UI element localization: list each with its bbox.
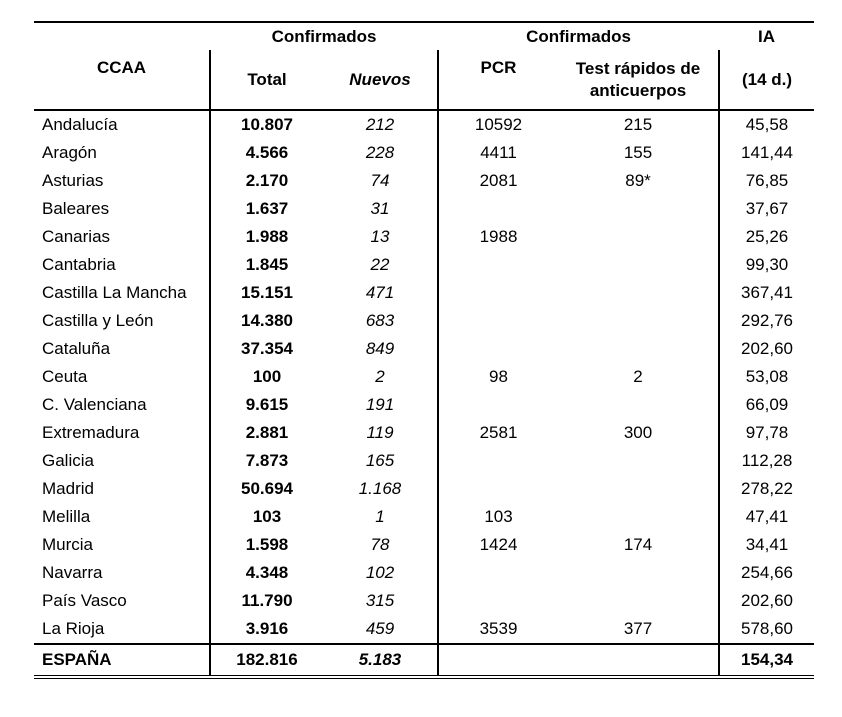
cell-total: 15.151 — [210, 279, 323, 307]
cell-pcr: 10592 — [438, 110, 558, 139]
table-row — [34, 307, 814, 335]
total-cell-ia: 154,34 — [719, 644, 814, 677]
cell-ccaa: Navarra — [42, 563, 103, 582]
cell-pcr — [438, 391, 558, 419]
cell-pcr — [438, 475, 558, 503]
header-total-label: Total — [247, 69, 287, 89]
cell-nuevos: 191 — [365, 395, 395, 414]
cell-total: 1.845 — [210, 251, 323, 279]
cell-pcr: 2081 — [438, 167, 558, 195]
table-row — [34, 419, 814, 447]
cell-test — [558, 307, 719, 335]
header-confirmados-right — [438, 22, 719, 50]
header-ia-sub — [719, 50, 814, 110]
cell-total: 103 — [210, 503, 323, 531]
table-row — [34, 195, 814, 223]
cell-nuevos: 22 — [370, 255, 390, 274]
covid-ccaa-table — [34, 21, 814, 679]
cell-pcr — [438, 447, 558, 475]
header-pcr-label: PCR — [480, 58, 517, 77]
cell-nuevos: 119 — [366, 423, 394, 442]
table-row — [34, 223, 814, 251]
cell-ia: 25,26 — [719, 223, 814, 251]
cell-ia: 367,41 — [719, 279, 814, 307]
table-row — [34, 503, 814, 531]
header-test-line2: anticuerpos — [589, 80, 687, 100]
cell-total: 1.598 — [210, 531, 323, 559]
cell-test — [558, 195, 719, 223]
table-row — [34, 110, 814, 139]
header-total — [210, 50, 323, 110]
table-row — [34, 391, 814, 419]
cell-total: 10.807 — [210, 110, 323, 139]
cell-pcr — [438, 335, 558, 363]
cell-pcr: 1988 — [438, 223, 558, 251]
table-row — [34, 335, 814, 363]
cell-pcr — [438, 307, 558, 335]
cell-total: 2.881 — [210, 419, 323, 447]
cell-pcr — [438, 279, 558, 307]
cell-ccaa: Baleares — [42, 199, 110, 218]
cell-total: 1.988 — [210, 223, 323, 251]
cell-total: 11.790 — [210, 587, 323, 615]
cell-nuevos: 683 — [365, 311, 395, 330]
cell-ia: 254,66 — [719, 559, 814, 587]
cell-nuevos: 31 — [370, 199, 390, 218]
cell-total: 4.566 — [210, 139, 323, 167]
cell-ccaa: Madrid — [42, 479, 94, 498]
cell-nuevos: 459 — [365, 619, 395, 638]
cell-ccaa: Andalucía — [42, 115, 118, 134]
cell-nuevos: 1 — [375, 507, 385, 526]
table-row — [34, 279, 814, 307]
cell-ia: 47,41 — [719, 503, 814, 531]
header-test-line1: Test rápidos de — [575, 58, 701, 78]
cell-nuevos: 1.168 — [358, 479, 402, 498]
total-cell-pcr — [438, 644, 558, 677]
cell-test: 377 — [623, 619, 653, 638]
cell-total: 4.348 — [210, 559, 323, 587]
total-cell-ccaa: ESPAÑA — [34, 644, 210, 677]
cell-ccaa: Castilla La Mancha — [42, 283, 187, 302]
table-row — [34, 363, 814, 391]
cell-test — [558, 279, 719, 307]
cell-test: 300 — [623, 423, 653, 442]
cell-pcr: 1424 — [438, 531, 558, 559]
cell-ia: 45,58 — [719, 110, 814, 139]
cell-ccaa: País Vasco — [42, 591, 127, 610]
table-body — [34, 110, 814, 677]
cell-ccaa: Castilla y León — [42, 311, 154, 330]
cell-total: 37.354 — [210, 335, 323, 363]
table-row — [34, 475, 814, 503]
cell-nuevos: 315 — [365, 591, 395, 610]
cell-ia: 34,41 — [719, 531, 814, 559]
cell-total: 100 — [210, 363, 323, 391]
cell-test — [558, 391, 719, 419]
cell-test — [558, 587, 719, 615]
header-ia-label: IA — [758, 26, 775, 46]
cell-pcr — [438, 195, 558, 223]
cell-nuevos: 849 — [365, 339, 395, 358]
cell-ia: 97,78 — [719, 419, 814, 447]
cell-test: 89* — [625, 171, 651, 190]
table-total-row — [34, 644, 814, 677]
cell-nuevos: 2 — [375, 367, 385, 386]
table-row — [34, 167, 814, 195]
table-row — [34, 587, 814, 615]
cell-ia: 202,60 — [719, 587, 814, 615]
header-pcr — [438, 50, 558, 110]
cell-test — [558, 223, 719, 251]
cell-test: 2 — [633, 367, 643, 386]
cell-test: 155 — [623, 143, 653, 162]
cell-nuevos: 74 — [370, 171, 390, 190]
cell-test — [558, 559, 719, 587]
cell-nuevos: 228 — [365, 143, 395, 162]
cell-test — [558, 503, 719, 531]
cell-pcr — [438, 559, 558, 587]
cell-nuevos: 102 — [365, 563, 395, 582]
table-row — [34, 139, 814, 167]
cell-ia: 141,44 — [719, 139, 814, 167]
cell-ccaa: C. Valenciana — [42, 395, 147, 414]
cell-total: 7.873 — [210, 447, 323, 475]
table-row — [34, 531, 814, 559]
cell-ia: 66,09 — [719, 391, 814, 419]
cell-ia: 76,85 — [719, 167, 814, 195]
cell-ccaa: Melilla — [42, 507, 91, 526]
header-nuevos-label: Nuevos — [349, 69, 411, 89]
header-ia — [719, 22, 814, 50]
table-row — [34, 251, 814, 279]
header-test — [558, 50, 719, 110]
cell-ia: 99,30 — [719, 251, 814, 279]
cell-ccaa: Cataluña — [42, 339, 111, 358]
cell-total: 1.637 — [210, 195, 323, 223]
cell-ccaa: Aragón — [42, 143, 97, 162]
cell-test — [558, 447, 719, 475]
cell-ia: 292,76 — [719, 307, 814, 335]
cell-nuevos: 212 — [365, 115, 395, 134]
header-ia-sub-label: (14 d.) — [741, 69, 793, 89]
cell-pcr: 3539 — [438, 615, 558, 644]
cell-total: 3.916 — [210, 615, 323, 644]
cell-total: 9.615 — [210, 391, 323, 419]
cell-ccaa: Galicia — [42, 451, 94, 470]
table-row — [34, 559, 814, 587]
cell-test: 215 — [623, 115, 653, 134]
cell-ia: 278,22 — [719, 475, 814, 503]
cell-nuevos: 165 — [365, 451, 395, 470]
cell-ia: 112,28 — [719, 447, 814, 475]
total-cell-nuevos: 5.183 — [323, 644, 438, 677]
cell-pcr — [438, 251, 558, 279]
cell-pcr: 98 — [438, 363, 558, 391]
cell-ccaa: Murcia — [42, 535, 94, 554]
header-nuevos — [323, 50, 438, 110]
cell-test — [558, 335, 719, 363]
cell-ccaa: Canarias — [42, 227, 111, 246]
cell-test — [558, 251, 719, 279]
cell-pcr: 2581 — [438, 419, 558, 447]
cell-pcr — [438, 587, 558, 615]
cell-ia: 578,60 — [719, 615, 814, 644]
cell-pcr: 103 — [438, 503, 558, 531]
cell-total: 2.170 — [210, 167, 323, 195]
cell-total: 14.380 — [210, 307, 323, 335]
total-cell-total: 182.816 — [210, 644, 323, 677]
total-cell-test — [558, 644, 719, 677]
cell-test: 174 — [623, 535, 653, 554]
table-row — [34, 447, 814, 475]
cell-ccaa: Extremadura — [42, 423, 140, 442]
header-confirmados-left — [210, 22, 438, 50]
cell-ccaa: Cantabria — [42, 255, 116, 274]
cell-test — [558, 475, 719, 503]
header-confirmados-right-label: Confirmados — [526, 26, 631, 46]
cell-ccaa: La Rioja — [42, 619, 105, 638]
table-header — [34, 22, 814, 110]
header-row-1 — [34, 22, 814, 50]
cell-nuevos: 78 — [370, 535, 390, 554]
table-row — [34, 615, 814, 644]
cell-total: 50.694 — [210, 475, 323, 503]
cell-ia: 37,67 — [719, 195, 814, 223]
cell-ia: 202,60 — [719, 335, 814, 363]
cell-ia: 53,08 — [719, 363, 814, 391]
header-ccaa — [34, 22, 210, 110]
cell-nuevos: 13 — [370, 227, 390, 246]
cell-nuevos: 471 — [365, 283, 395, 302]
header-confirmados-left-label: Confirmados — [271, 26, 377, 46]
cell-ccaa: Ceuta — [42, 367, 88, 386]
header-ccaa-label: CCAA — [96, 58, 147, 77]
cell-pcr: 4411 — [438, 139, 558, 167]
cell-ccaa: Asturias — [42, 171, 104, 190]
